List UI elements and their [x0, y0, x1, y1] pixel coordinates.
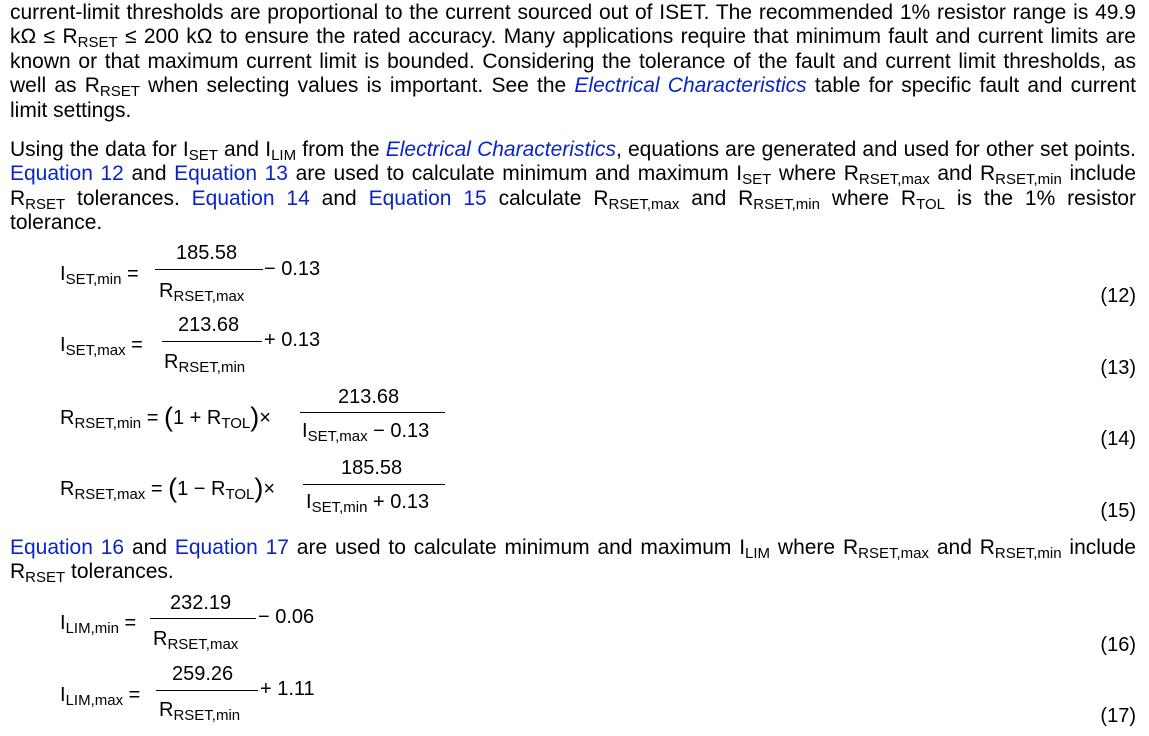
subscript: RSET,min — [995, 171, 1062, 189]
subscript: SET — [742, 171, 772, 189]
paragraph-resistor-range — [10, 1, 1136, 123]
eq16-lhs: $I_{LIM,min}$ = — [60, 612, 137, 637]
text: and R — [929, 162, 996, 186]
eq17-numerator: 259.26 — [172, 663, 234, 685]
subscript: TOL — [916, 195, 945, 213]
text: are used to calculate minimum and maximum I — [288, 162, 743, 186]
text: where R — [771, 162, 859, 186]
text: table for specific fault and current limit settings. — [10, 74, 1136, 122]
link-equation-17[interactable]: Equation 17 — [174, 536, 289, 559]
text: tolerances. — [65, 186, 192, 210]
text: calculate R — [486, 186, 609, 210]
eq13-fraction-bar — [162, 341, 262, 342]
link-equation-15[interactable]: Equation 15 — [368, 186, 487, 210]
eq15-fraction-bar — [303, 484, 445, 485]
eq13-constant: + 0.13 — [264, 329, 321, 351]
eq12-number: (12) — [1100, 285, 1136, 307]
eq16-constant: − 0.06 — [258, 606, 315, 628]
eq14-denominator: $I_{SET,max} - 0.13$ — [302, 420, 430, 445]
eq13-denominator: $R_{RSET,min}$ — [164, 351, 246, 376]
eq13-lhs: $I_{SET,max}$ = — [60, 334, 143, 359]
eq14-lhs: $R_{RSET,min} = (1 + R_{TOL})\times$ — [60, 402, 271, 432]
text: Using the data for I — [10, 138, 189, 161]
text: and I — [217, 138, 272, 161]
text: and R — [928, 536, 995, 559]
text: and — [309, 186, 369, 210]
text: include R — [10, 536, 1136, 584]
subscript: SET — [188, 147, 218, 164]
text: include R — [10, 162, 1136, 210]
eq14-numerator: 213.68 — [338, 386, 400, 408]
eq15-numerator: 185.58 — [341, 457, 403, 479]
text: where R — [770, 536, 859, 559]
eq15-lhs: $R_{RSET,max} = (1 - R_{TOL})\times$ — [60, 473, 276, 503]
text: and R — [679, 186, 754, 210]
eq17-constant: + 1.11 — [260, 678, 315, 700]
eq13-numerator: 213.68 — [178, 314, 240, 336]
text: from the — [296, 138, 386, 161]
text: , equations are generated and used for other set points. — [615, 138, 1137, 161]
subscript: RSET,min — [753, 195, 820, 213]
paragraph-ilim-intro — [10, 536, 1136, 585]
text: when selecting values is important. See the — [139, 74, 575, 98]
link-equation-12[interactable]: Equation 12 — [10, 162, 124, 186]
text: current-limit thresholds are proportional to the current sourced out of ISET. The recommended 1% resistor range is 49.9 kΩ ≤ R — [10, 1, 1136, 49]
text: are used to calculate minimum and maximum I — [288, 536, 746, 559]
eq17-fraction-bar — [156, 690, 258, 691]
eq17-lhs: $I_{LIM,max}$ = — [60, 684, 141, 709]
paragraph-equations-intro — [10, 138, 1136, 236]
eq12-lhs: $I_{SET,min}$ = — [60, 263, 139, 288]
link-equation-13[interactable]: Equation 13 — [174, 162, 288, 186]
subscript: RSET — [77, 34, 118, 52]
subscript: RSET — [99, 83, 140, 101]
eq13-number: (13) — [1100, 357, 1136, 379]
text: where R — [819, 186, 917, 210]
subscript: RSET,min — [994, 545, 1062, 562]
eq16-denominator: $R_{RSET,max}$ — [153, 628, 239, 653]
subscript: LIM — [271, 147, 297, 164]
eq16-fraction-bar — [150, 618, 256, 619]
subscript: RSET,max — [608, 195, 680, 213]
eq12-constant: − 0.13 — [264, 258, 321, 280]
eq15-denominator: $I_{SET,min} + 0.13$ — [306, 491, 430, 516]
text: and — [123, 162, 175, 186]
subscript: RSET — [25, 195, 66, 213]
link-equation-14[interactable]: Equation 14 — [191, 186, 310, 210]
text: is the 1% resistor tolerance. — [10, 186, 1136, 235]
eq12-fraction-bar — [155, 269, 263, 270]
link-electrical-characteristics[interactable]: Electrical Characteristics — [385, 138, 616, 161]
text: and — [124, 536, 175, 559]
eq12-numerator: 185.58 — [176, 242, 238, 264]
subscript: LIM — [745, 545, 771, 562]
eq16-number: (16) — [1100, 634, 1136, 656]
eq16-numerator: 232.19 — [170, 592, 232, 614]
subscript: RSET,max — [858, 545, 929, 562]
eq15-number: (15) — [1100, 500, 1136, 522]
subscript: RSET — [25, 569, 66, 587]
link-electrical-characteristics[interactable]: Electrical Characteristics — [574, 74, 807, 98]
eq14-number: (14) — [1100, 428, 1136, 450]
link-equation-16[interactable]: Equation 16 — [10, 536, 125, 559]
eq12-denominator: $R_{RSET,max}$ — [159, 280, 245, 305]
text: tolerances. — [65, 560, 174, 584]
subscript: RSET,max — [858, 171, 930, 189]
eq17-denominator: $R_{RSET,min}$ — [159, 699, 241, 724]
text: ≤ 200 kΩ to ensure the rated accuracy. Many applications require that minimum fault and current limits are known or that maximum current limit is bounded. Considering the tolerance of the fault and current limit thresholds, as well as R — [10, 25, 1136, 98]
eq14-fraction-bar — [300, 412, 445, 413]
eq17-number: (17) — [1100, 705, 1136, 727]
